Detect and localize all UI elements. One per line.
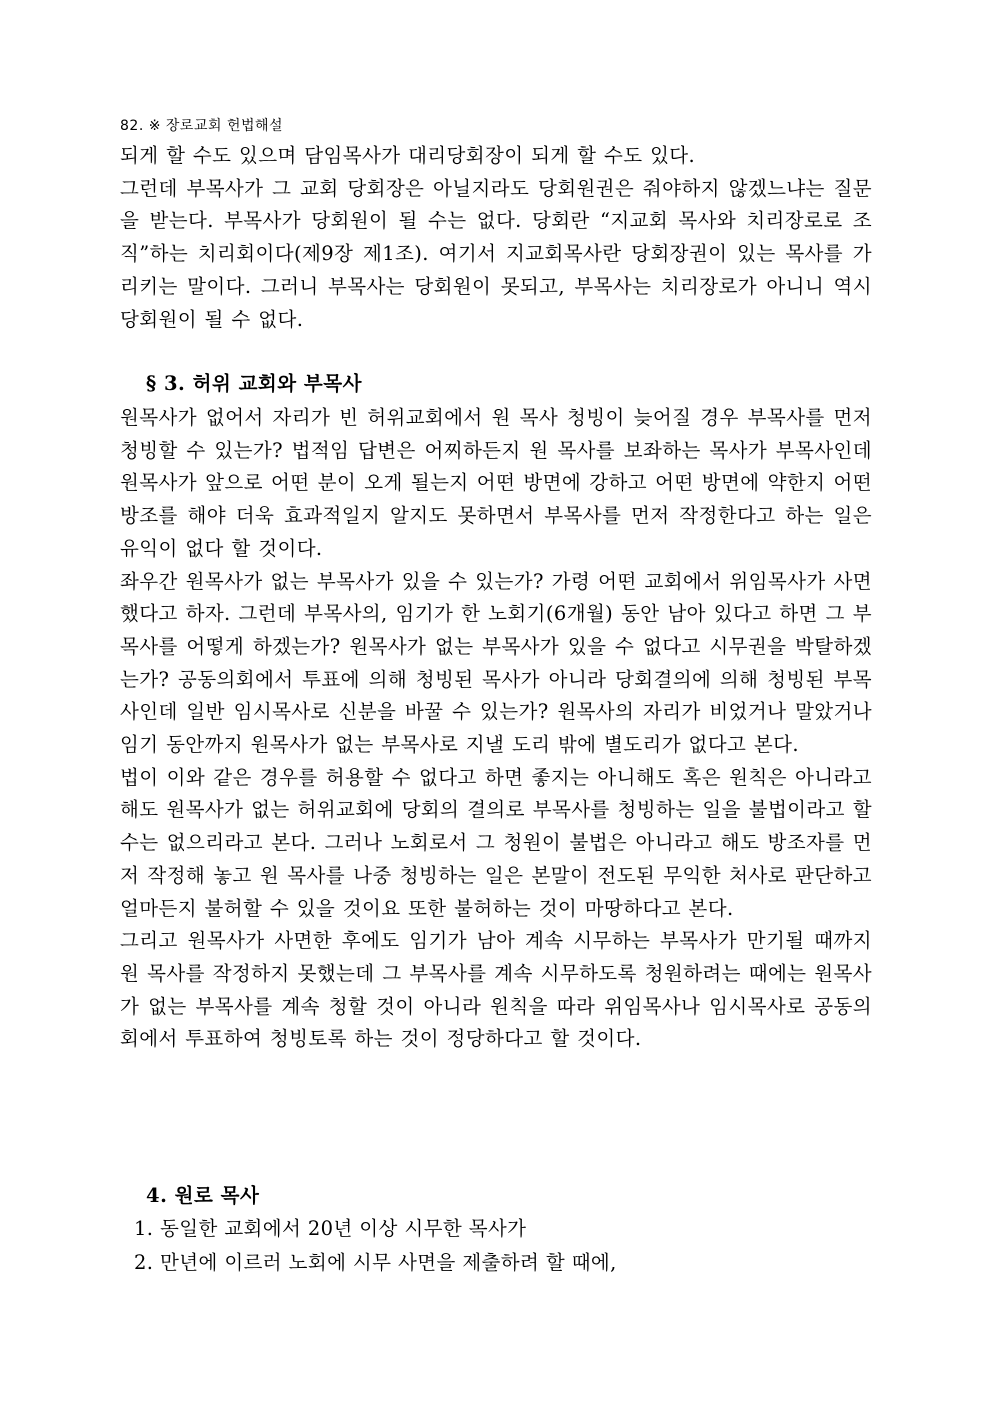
paragraph: 그런데 부목사가 그 교회 당회장은 아닐지라도 당회원권은 줘야하지 않겠느냐는 질문을 받는다. 부목사가 당회원이 될 수는 없다. 당회란 “지교회 목사와 치리장로로 조직”하는 치리회이다(제9장 제1조). 여기서 지교회목사란 당회장권이 있는 목사를 가리키는 말이다. 그러니 부목사는 당회원이 못되고, 부목사는 치리장로가 아니니 역시 당회원이 될 수 없다. [120, 176, 872, 331]
section-heading: § 3. 허위 교회와 부목사 [146, 372, 362, 395]
section-heading: 4. 원로 목사 [146, 1184, 260, 1207]
list-item: 2. 만년에 이르러 노회에 시무 사면을 제출하려 할 때에, [134, 1251, 617, 1274]
paragraph: 좌우간 원목사가 없는 부목사가 있을 수 있는가? 가령 어떤 교회에서 위임목사가 사면했다고 하자. 그런데 부목사의, 임기가 한 노회기(6개월) 동안 남아 있다고 하면 그 부목사를 어떻게 하겠는가? 원목사가 없는 부목사가 있을 수 없다고 시무권을 박탈하겠는가? 공동의회에서 투표에 의해 청빙된 목사가 아니라 당회결의에 의해 청빙된 부목사인데 일반 임시목사로 신분을 바꿀 수 있는가? 원목사의 자리가 비었거나 말았거나 임기 동안까지 원목사가 없는 부목사로 지낼 도리 밖에 별도리가 없다고 본다. [120, 569, 872, 757]
paragraph: 되게 할 수도 있으며 담임목사가 대리당회장이 되게 할 수도 있다. [120, 144, 696, 167]
paragraph: 법이 이와 같은 경우를 허용할 수 없다고 하면 좋지는 아니해도 혹은 원칙은 아니라고 해도 원목사가 없는 허위교회에 당회의 결의로 부목사를 청빙하는 일을 불법이라고 할 수는 없으리라고 본다. 그러나 노회로서 그 청원이 불법은 아니라고 해도 방조자를 먼저 작정해 놓고 원 목사를 나중 청빙하는 일은 본말이 전도된 무익한 처사로 판단하고 얼마든지 불허할 수 있을 것이요 또한 불허하는 것이 마땅하다고 본다. [120, 765, 872, 920]
running-header [120, 116, 283, 136]
book-title: ※ 장로교회 헌법해설 [148, 118, 284, 134]
page-number: 82. [120, 118, 144, 134]
list-item: 1. 동일한 교회에서 20년 이상 시무한 목사가 [134, 1217, 527, 1240]
section-3-text [120, 402, 872, 1056]
intro-text [120, 140, 872, 336]
paragraph: 원목사가 없어서 자리가 빈 허위교회에서 원 목사 청빙이 늦어질 경우 부목사를 먼저 청빙할 수 있는가? 법적임 답변은 어찌하든지 원 목사를 보좌하는 목사가 부목사인데 원목사가 앞으로 어떤 분이 오게 될는지 어떤 방면에 강하고 어떤 방면에 약한지 어떤 방조를 해야 더욱 효과적일지 알지도 못하면서 부목사를 먼저 작정한다고 하는 일은 유익이 없다 할 것이다. [120, 406, 872, 560]
paragraph: 그리고 원목사가 사면한 후에도 임기가 남아 계속 시무하는 부목사가 만기될 때까지 원 목사를 작정하지 못했는데 그 부목사를 계속 시무하도록 청원하려는 때에는 원목사가 없는 부목사를 계속 청할 것이 아니라 원칙을 따라 위임목사나 임시목사로 공동의회에서 투표하여 청빙토록 하는 것이 정당하다고 할 것이다. [120, 929, 872, 1051]
